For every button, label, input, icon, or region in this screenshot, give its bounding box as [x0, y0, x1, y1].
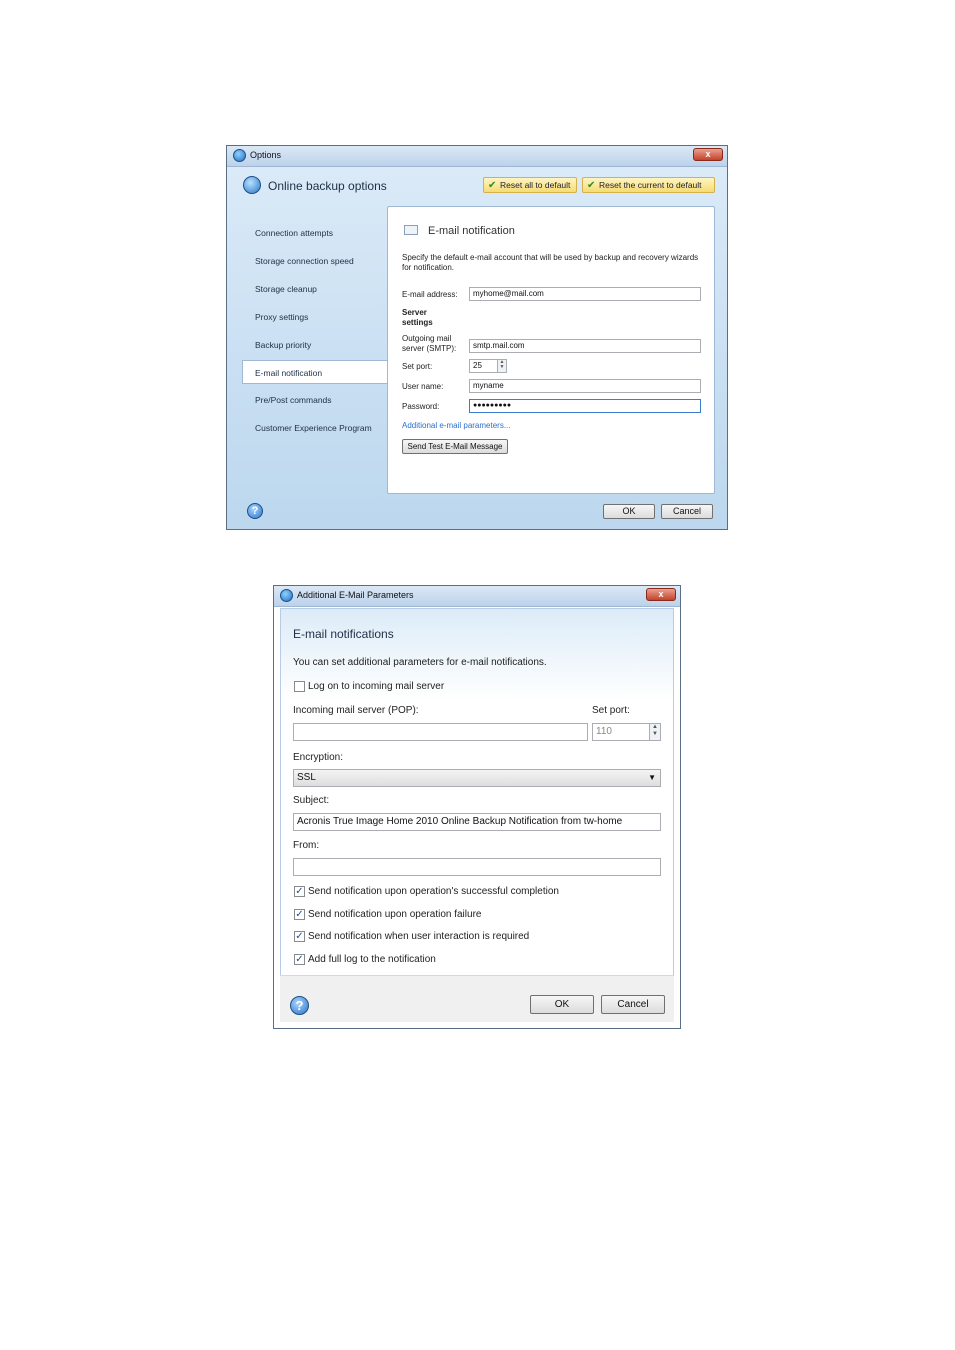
- success-notification-checkbox[interactable]: ✓: [295, 886, 304, 897]
- stepper-arrows-icon[interactable]: ▲ ▼: [497, 360, 506, 372]
- pop-port-label: Set port:: [592, 705, 630, 716]
- additional-email-parameters-link[interactable]: Additional e-mail parameters...: [402, 421, 511, 430]
- password-label: Password:: [402, 402, 440, 411]
- reset-current-label: Reset the current to default: [599, 180, 702, 190]
- log-on-label: Log on to incoming mail server: [308, 681, 445, 692]
- nav-item-proxy-settings[interactable]: Proxy settings: [255, 312, 309, 322]
- nav-item-email-notification[interactable]: E-mail notification: [242, 360, 390, 384]
- nav-item-pre-post-commands[interactable]: Pre/Post commands: [255, 395, 332, 405]
- smtp-label-1: Outgoing mail: [402, 334, 452, 343]
- stepper-arrows-icon[interactable]: ▲ ▼: [649, 724, 660, 740]
- encryption-select[interactable]: [293, 769, 661, 787]
- options-cancel-button[interactable]: Cancel: [661, 504, 713, 519]
- encryption-label: Encryption:: [293, 752, 344, 763]
- from-label: From:: [293, 840, 320, 851]
- additional-close-button[interactable]: x: [646, 588, 676, 601]
- pop-server-input[interactable]: [293, 723, 588, 741]
- failure-notification-checkbox[interactable]: ✓: [295, 909, 304, 920]
- interaction-notification-checkbox[interactable]: ✓: [295, 931, 304, 942]
- username-label: User name:: [402, 382, 444, 391]
- subject-label: Subject:: [293, 795, 330, 806]
- email-notification-panel: [387, 206, 715, 494]
- send-test-email-button[interactable]: Send Test E-Mail Message: [402, 439, 508, 454]
- help-icon[interactable]: ?: [290, 996, 309, 1015]
- options-titlebar: [227, 146, 727, 167]
- full-log-checkbox[interactable]: ✓: [295, 954, 304, 965]
- nav-item-customer-experience-program[interactable]: Customer Experience Program: [255, 423, 372, 433]
- reset-all-button[interactable]: [483, 177, 577, 193]
- options-window-title: Options: [250, 150, 282, 160]
- success-notification-label: Send notification upon operation's successful completion: [308, 886, 559, 897]
- nav-item-storage-connection-speed[interactable]: Storage connection speed: [255, 256, 354, 266]
- options-ok-button[interactable]: OK: [603, 504, 655, 519]
- reset-current-button[interactable]: [582, 177, 715, 193]
- additional-window-title: Additional E-Mail Parameters: [297, 590, 414, 600]
- globe-icon: [243, 176, 261, 194]
- app-icon: [280, 589, 293, 602]
- interaction-notification-label: Send notification when user interaction is required: [308, 931, 530, 942]
- pop-port-value: 110: [596, 726, 612, 737]
- password-input[interactable]: ●●●●●●●●●: [469, 399, 701, 413]
- smtp-port-label: Set port:: [402, 362, 433, 371]
- smtp-server-input[interactable]: smtp.mail.com: [469, 339, 701, 353]
- email-address-input[interactable]: myhome@mail.com: [469, 287, 701, 301]
- options-window: [226, 145, 728, 530]
- options-header-title: Online backup options: [268, 179, 387, 193]
- pop-port-stepper[interactable]: [592, 723, 661, 741]
- full-log-label: Add full log to the notification: [308, 954, 436, 965]
- log-on-checkbox[interactable]: [294, 681, 305, 692]
- failure-notification-label: Send notification upon operation failure: [308, 909, 482, 920]
- pop-server-label: Incoming mail server (POP):: [293, 705, 419, 716]
- additional-email-parameters-window: [273, 585, 681, 1029]
- additional-heading: E-mail notifications: [293, 627, 394, 641]
- app-icon: [233, 149, 246, 162]
- help-icon[interactable]: ?: [247, 503, 263, 519]
- additional-description: You can set additional parameters for e-mail notifications.: [293, 657, 547, 668]
- from-input[interactable]: [293, 858, 661, 876]
- encryption-value: SSL: [297, 772, 316, 783]
- server-settings-label-2: settings: [402, 318, 433, 327]
- server-settings-label-1: Server: [402, 308, 427, 317]
- checkmark-icon: ✔: [587, 180, 596, 191]
- reset-all-label: Reset all to default: [500, 180, 571, 190]
- checkmark-icon: ✔: [488, 180, 497, 191]
- envelope-icon: [404, 225, 418, 235]
- username-input[interactable]: myname: [469, 379, 701, 393]
- smtp-port-stepper[interactable]: [469, 359, 507, 373]
- smtp-port-value: 25: [473, 361, 482, 370]
- email-address-label: E-mail address:: [402, 290, 458, 299]
- additional-cancel-button[interactable]: Cancel: [601, 995, 665, 1014]
- nav-item-backup-priority[interactable]: Backup priority: [255, 340, 312, 350]
- panel-description: Specify the default e-mail account that will be used by backup and recovery wizards for notification.: [402, 253, 699, 272]
- additional-ok-button[interactable]: OK: [530, 995, 594, 1014]
- panel-title: E-mail notification: [428, 225, 515, 237]
- nav-item-storage-cleanup[interactable]: Storage cleanup: [255, 284, 317, 294]
- additional-titlebar: [274, 586, 680, 607]
- dropdown-arrow-icon: ▼: [648, 773, 656, 782]
- subject-input[interactable]: Acronis True Image Home 2010 Online Backup Notification from tw-home: [293, 813, 661, 831]
- smtp-label-2: server (SMTP):: [402, 344, 457, 353]
- options-close-button[interactable]: x: [693, 148, 723, 161]
- nav-item-connection-attempts[interactable]: Connection attempts: [255, 228, 333, 238]
